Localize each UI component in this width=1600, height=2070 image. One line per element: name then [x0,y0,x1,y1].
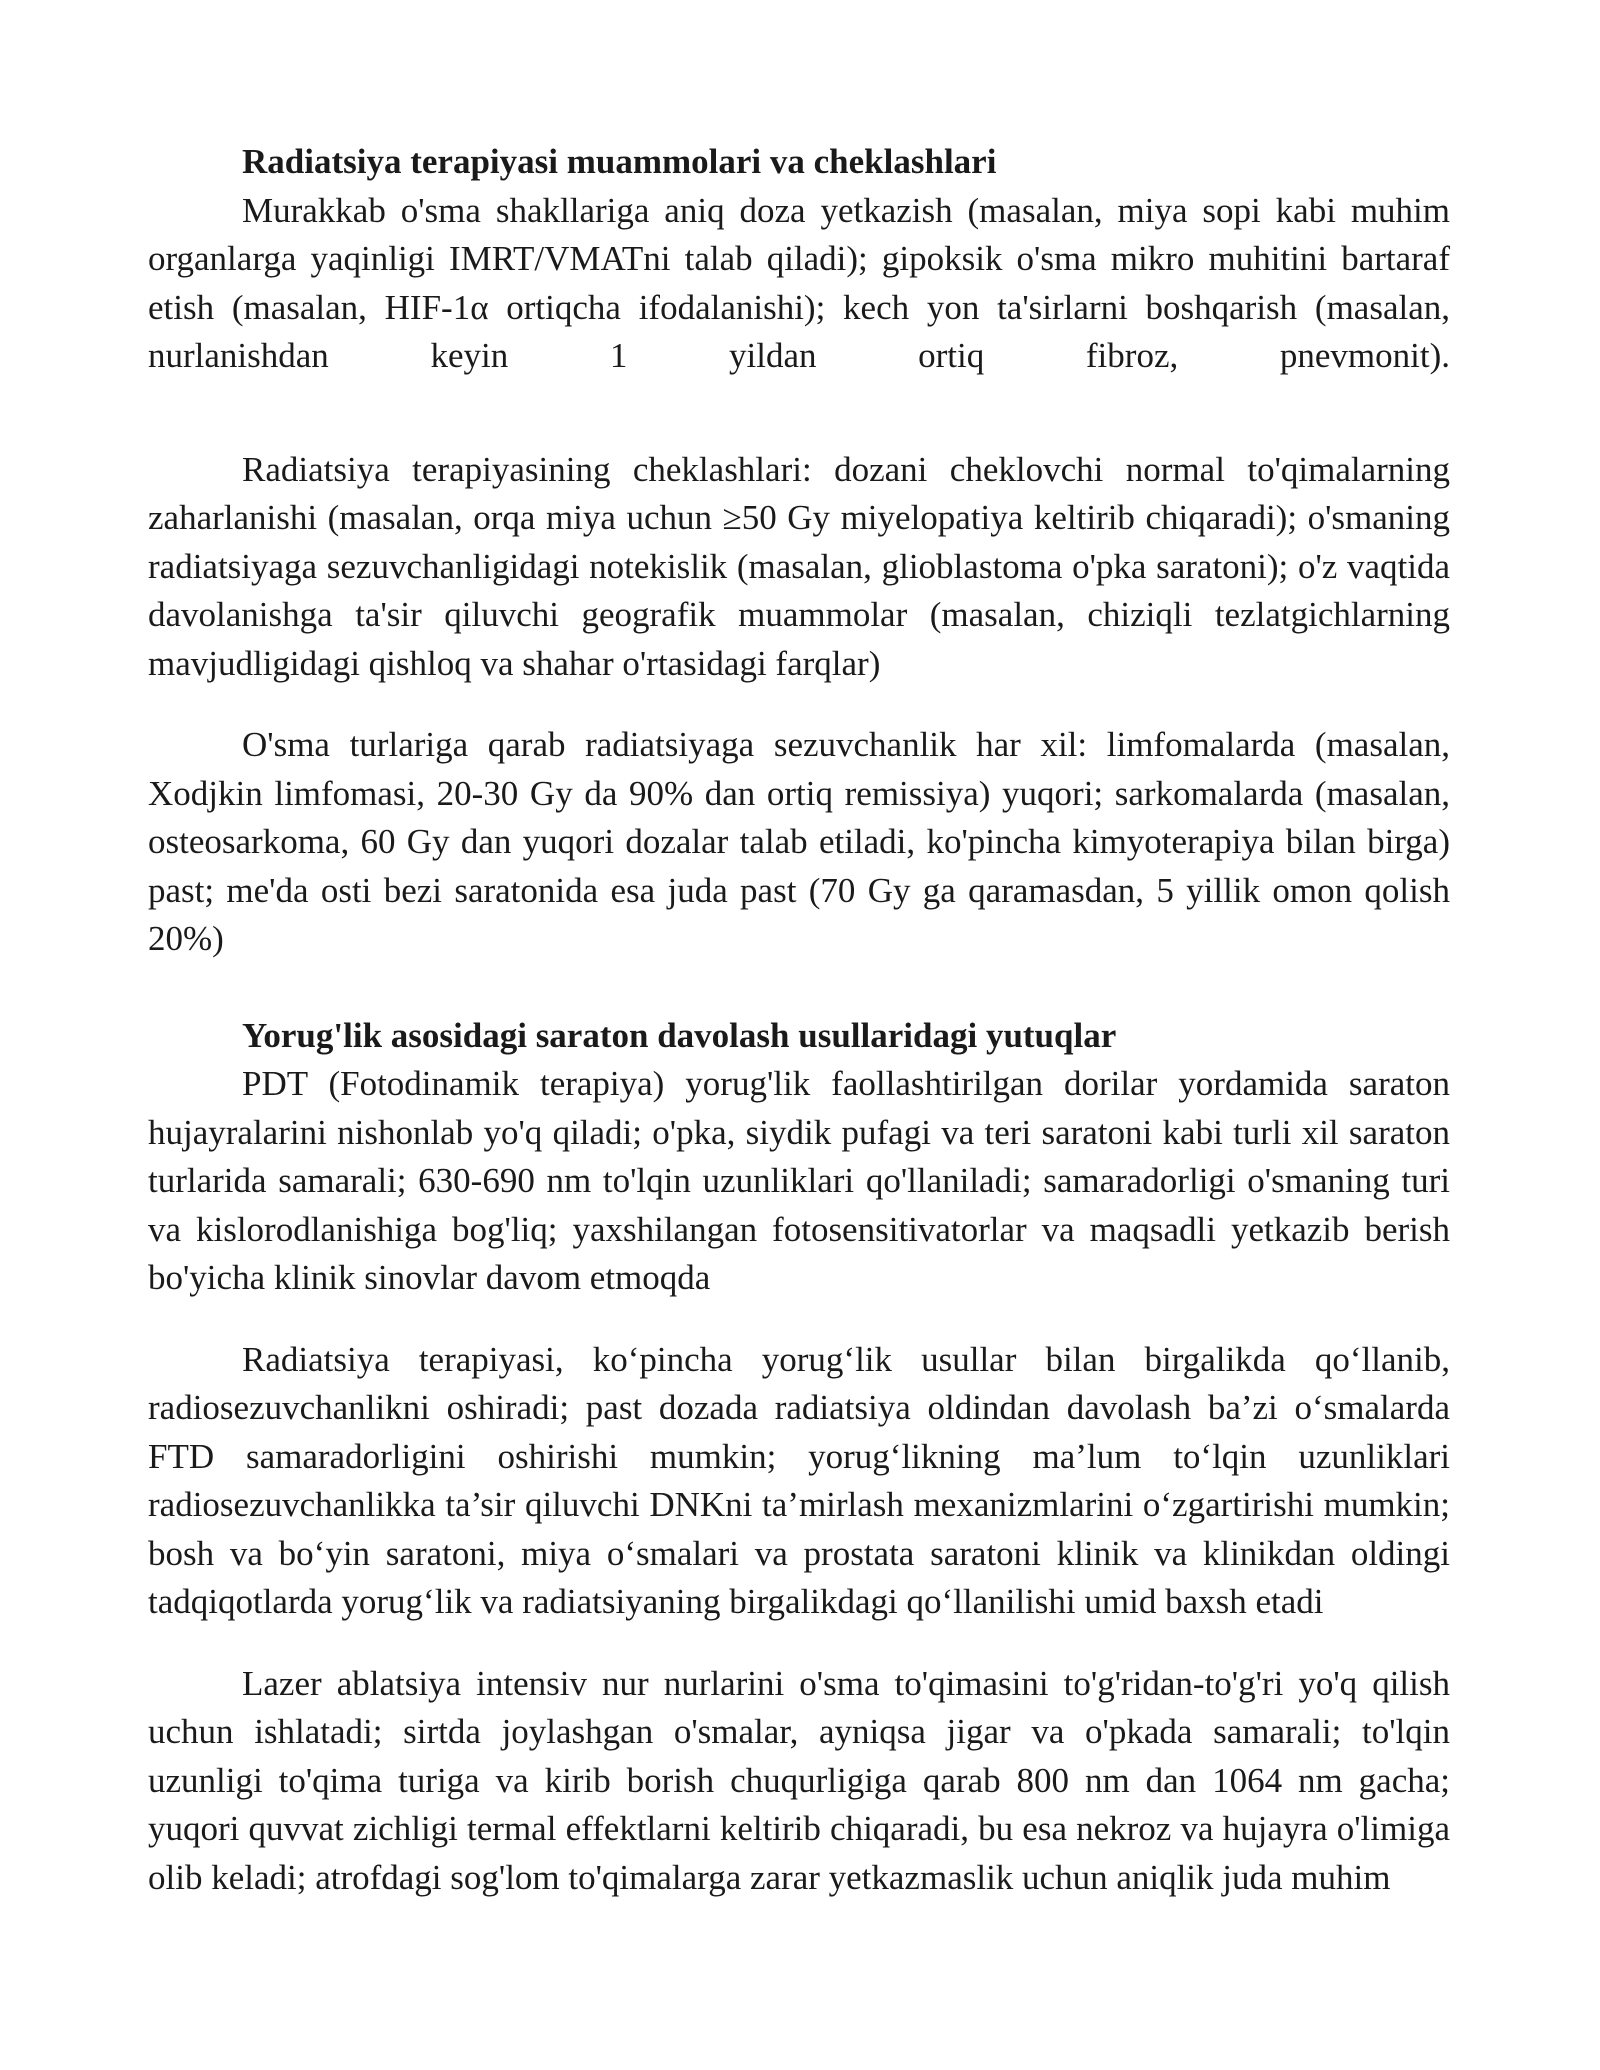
paragraph: Lazer ablatsiya intensiv nur nurlarini o'sma to'qimasini to'g'ridan-to'g'ri yo'q qilish uchun ishlatadi; sirtda joylashgan o'smalar, ayniqsa jigar va o'pkada samarali; to'lqin uzunligi to'qima turiga va kirib borish chuqurligiga qarab 800 nm dan 1064 nm gacha; yuqori quvvat zichligi termal effektlarni keltirib chiqaradi, bu esa nekroz va hujayra o'limiga olib keladi; atrofdagi sog'lom to'qimalarga zarar yetkazmaslik uchun aniqlik juda muhim [148,1663,1450,1897]
section-heading: Radiatsiya terapiyasi muammolari va cheklashlari [242,142,997,181]
paragraph: O'sma turlariga qarab radiatsiyaga sezuvchanlik har xil: limfomalarda (masalan, Xodjkin limfomasi, 20-30 Gy da 90% dan ortiq remissiya) yuqori; sarkomalarda (masalan, osteosarkoma, 60 Gy dan yuqori dozalar talab etiladi, ko'pincha kimyoterapiya bilan birga) past; me'da osti bezi saratonida esa juda past (70 Gy ga qaramasdan, 5 yillik omon qolish 20%) [148,725,1450,958]
paragraph: Radiatsiya terapiyasi, ko‘pincha yorug‘lik usullar bilan birgalikda qo‘llanib, radiosezuvchanlikni oshiradi; past dozada radiatsiya oldindan davolash ba’zi o‘smalarda FTD samaradorligini oshirishi mumkin; yorug‘likning ma’lum to‘lqin uzunliklari radiosezuvchanlikka ta’sir qiluvchi DNKni ta’mirlash mexanizmlarini o‘zgartirishi mumkin; bosh va bo‘yin saratoni, miya o‘smalari va prostata saratoni klinik va klinikdan oldingi tadqiqotlarda yorug‘lik va radiatsiyaning birgalikdagi qo‘llanilishi umid baxsh etadi [148,1339,1450,1621]
document-page [148,138,1450,1902]
paragraph: PDT (Fotodinamik terapiya) yorug'lik faollashtirilgan dorilar yordamida saraton hujayralarini nishonlab yo'q qiladi; o'pka, siydik pufagi va teri saratoni kabi turli xil saraton turlarida samarali; 630-690 nm to'lqin uzunliklari qo'llaniladi; samaradorligi o'smaning turi va kislorodlanishiga bog'liq; yaxshilangan fotosensitivatorlar va maqsadli yetkazib berish bo'yicha klinik sinovlar davom etmoqda [148,1064,1450,1297]
paragraph: Radiatsiya terapiyasining cheklashlari: dozani cheklovchi normal to'qimalarning zaharlanishi (masalan, orqa miya uchun ≥50 Gy miyelopatiya keltirib chiqaradi); o'smaning radiatsiyaga sezuvchanligidagi notekislik (masalan, glioblastoma o'pka saratoni); o'z vaqtida davolanishga ta'sir qiluvchi geografik muammolar (masalan, chiziqli tezlatgichlarning mavjudligidagi qishloq va shahar o'rtasidagi farqlar) [148,449,1450,683]
section-heading: Yorug'lik asosidagi saraton davolash usullaridagi yutuqlar [242,1015,1117,1055]
paragraph: Murakkab o'sma shakllariga aniq doza yetkazish (masalan, miya sopi kabi muhim organlarga yaqinligi IMRT/VMATni talab qiladi); gipoksik o'sma mikro muhitini bartaraf etish (masalan, HIF-1α ortiqcha ifodalanishi); kech yon ta'sirlarni boshqarish (masalan, nurlanishdan keyin 1 yildan ortiq fibroz, pnevmonit). [148,190,1450,375]
